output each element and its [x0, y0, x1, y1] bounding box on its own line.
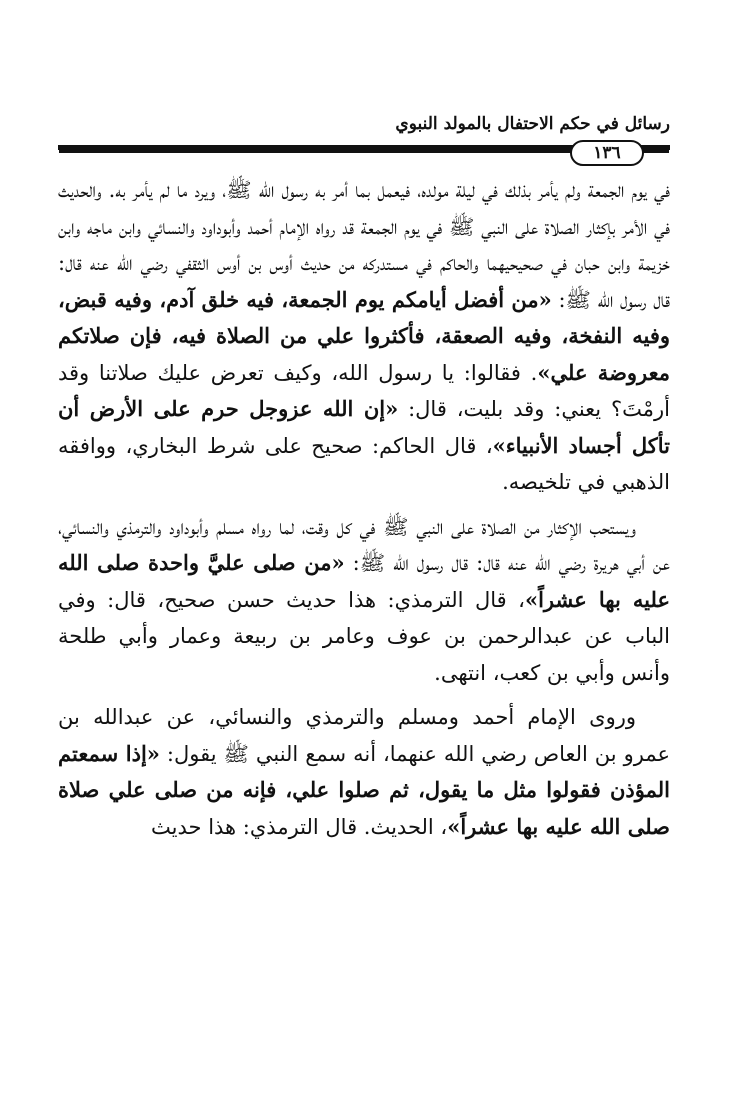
text-segment: ويستحب الإكثار من الصلاة على النبي ﷺ في كل وقت، لما رواه مسلم وأبوداود والترمذي والنسائي، عن أبي هريرة رضي الله عنه قال: قال رسول الله ﷺ:	[58, 514, 671, 575]
paragraph-3	[58, 699, 670, 845]
hadith-quote: «من صلى عليَّ واحدة صلى الله عليه بها عشراً»	[58, 550, 670, 612]
text-segment: ، الحديث. قال الترمذي: هذا حديث	[151, 814, 448, 839]
hadith-quote: «إن الله عزوجل حرم على الأرض أن تأكل أجساد الأنبياء»	[58, 396, 670, 458]
page-number: ١٣٦	[570, 140, 644, 166]
text-segment: في يوم الجمعة ولم يأمر بذلك في ليلة مولده، فيعمل بما أمر به رسول الله ﷺ، ويرد ما لم يأمر به. والحديث في الأمر بإكثار الصلاة على النبي ﷺ في يوم الجمعة قد رواه الإمام أحمد وأبوداود والنسائي وابن ماجه وابن خزيمة وابن حبان في صحيحيهما والحاكم في مستدركه من حديث أوس بن أوس الثقفي رضي الله عنه قال: قال رسول الله ﷺ:	[58, 178, 671, 312]
text-segment: ، قال الحاكم: صحيح على شرط البخاري، ووافقه الذهبي في تلخيصه.	[58, 433, 670, 494]
running-title: رسائل في حكم الاحتفال بالمولد النبوي	[395, 114, 670, 134]
body-text	[58, 172, 670, 845]
header-rule	[58, 140, 670, 168]
text-segment: ، قال الترمذي: هذا حديث حسن صحيح، قال: وفي الباب عن عبدالرحمن بن عوف وعامر بن ربيعة وعمار وأبي طلحة وأنس وأبي بن كعب، انتهى.	[58, 587, 670, 685]
hadith-quote: «من أفضل أيامكم يوم الجمعة، فيه خلق آدم، وفيه قبض، وفيه النفخة، وفيه الصعقة، فأكثروا علي من الصلاة فيه، فإن صلاتكم معروضة علي»	[58, 286, 671, 385]
hadith-quote: «إذا سمعتم المؤذن فقولوا مثل ما يقول، ثم صلوا علي، فإنه من صلى علي صلاة صلى الله عليه بها عشراً»	[58, 740, 670, 839]
paragraph-2	[58, 509, 670, 692]
text-segment: . فقالوا: يا رسول الله، وكيف تعرض عليك صلاتنا وقد أرمْتَ؟ يعني: وقد بليت، قال:	[58, 360, 670, 421]
paragraph-1	[58, 172, 670, 501]
text-segment: وروى الإمام أحمد ومسلم والترمذي والنسائي، عن عبدالله بن عمرو بن العاص رضي الله عنهما، أنه سمع النبي ﷺ يقول:	[58, 705, 671, 766]
